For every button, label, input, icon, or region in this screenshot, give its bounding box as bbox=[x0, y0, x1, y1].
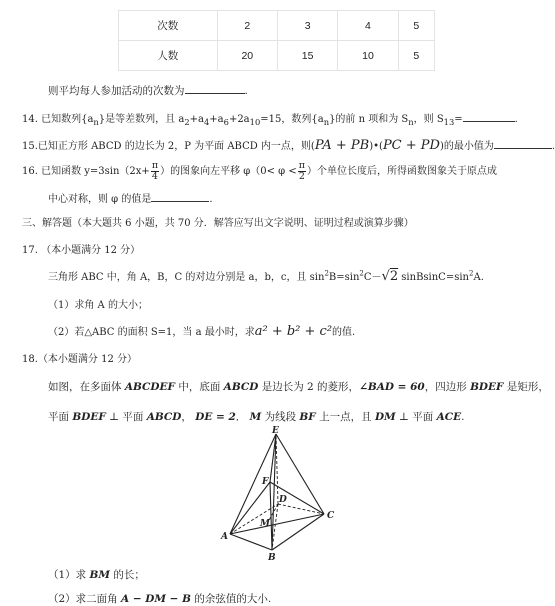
q18-math: BF bbox=[299, 411, 316, 423]
question-16-line-2 bbox=[48, 190, 213, 205]
question-number: 14. bbox=[22, 114, 38, 125]
question-number: 16. bbox=[22, 166, 38, 177]
q18-math: A − DM − B bbox=[121, 593, 191, 605]
q18-math: ABCD bbox=[146, 411, 182, 423]
edge-BF bbox=[270, 482, 272, 550]
fraction-numerator: π bbox=[298, 160, 305, 171]
q14-text: ，则 S bbox=[413, 114, 444, 125]
q18-math: BDEF bbox=[470, 381, 504, 393]
q18-math: BDEF bbox=[72, 411, 106, 423]
q14-sub: n bbox=[93, 117, 99, 127]
q17-text: B=sin bbox=[328, 272, 360, 283]
question-18-header bbox=[22, 350, 137, 365]
q16-text: ）的图象向左平移 φ（0< φ < bbox=[160, 166, 297, 177]
answer-blank bbox=[185, 83, 245, 94]
q14-text: 已知数列{a bbox=[41, 114, 94, 125]
question-15 bbox=[22, 137, 555, 153]
q14-text: +a bbox=[189, 114, 204, 125]
question-17-stem bbox=[48, 268, 484, 284]
q18-text: 的余弦值的大小. bbox=[194, 593, 272, 605]
q18-text: 如图，在多面体 bbox=[48, 381, 122, 393]
q15-text: )的最小值为 bbox=[439, 141, 494, 152]
answer-blank bbox=[463, 111, 515, 122]
q18-math: ∠BAD = 60 bbox=[359, 381, 425, 393]
edge-DC bbox=[278, 504, 324, 514]
q18-text: （2）求二面角 bbox=[48, 593, 118, 605]
q14-sub: 4 bbox=[203, 117, 210, 127]
sqrt-radicand: 2 bbox=[389, 269, 399, 284]
q18-math: ACE bbox=[436, 411, 462, 423]
question-14 bbox=[22, 110, 518, 127]
table-row bbox=[119, 41, 435, 71]
q17-text: 三角形 ABC 中，角 A，B，C 的对边分别是 a，b，c，且 sin bbox=[48, 272, 325, 283]
q14-text: }的前 n 项和为 S bbox=[329, 114, 409, 125]
q14-sub: 6 bbox=[223, 117, 229, 127]
fraction-denominator: 2 bbox=[298, 171, 305, 182]
q14-sub: 2 bbox=[184, 117, 190, 127]
question-18-part-1 bbox=[48, 567, 145, 582]
q16-end: . bbox=[209, 194, 213, 205]
q14-end: . bbox=[514, 114, 518, 125]
q15-end: . bbox=[551, 141, 555, 152]
q16-text: ）个单位长度后，所得函数图象关于原点成 bbox=[307, 166, 497, 177]
q18-text: ． bbox=[235, 411, 247, 423]
edge-AB bbox=[230, 534, 272, 550]
q15-vector-sum: PC + PD bbox=[382, 138, 440, 153]
question-16 bbox=[22, 161, 497, 182]
q18-text: 中，底面 bbox=[178, 381, 221, 393]
table-cell: 15 bbox=[277, 41, 337, 71]
q18-text: 是矩形， bbox=[506, 381, 549, 393]
q17-sup: 2 bbox=[469, 269, 474, 278]
q15-vector-sum: PA + PB bbox=[314, 138, 370, 153]
table-cell: 5 bbox=[398, 41, 434, 71]
q18-text: （1）求 bbox=[48, 569, 87, 581]
q16-text: 已知函数 y=3sin（2x+ bbox=[41, 166, 150, 177]
vertex-label-A: A bbox=[221, 532, 228, 542]
sqrt-symbol: √ bbox=[381, 269, 390, 284]
q14-sub: n bbox=[323, 117, 330, 127]
q18-text: ，四边形 bbox=[424, 381, 467, 393]
q14-text: =15，数列{a bbox=[260, 114, 324, 125]
question-17-part-1: （1）求角 A 的大小； bbox=[48, 300, 148, 311]
q18-math: DM bbox=[374, 411, 396, 423]
section-heading: 三、解答题（本大题共 6 小题，共 70 分．解答应写出文字说明、证明过程或演算步骤） bbox=[22, 218, 414, 229]
q17-text: sinBsinC=sin bbox=[401, 272, 469, 283]
table-cell: 次数 bbox=[119, 11, 218, 41]
table-cell: 5 bbox=[398, 11, 434, 41]
fraction-denominator: 4 bbox=[151, 171, 158, 182]
q13-text: 则平均每人参加活动的次数为 bbox=[48, 85, 185, 97]
q14-text: }是等差数列，且 a bbox=[98, 114, 185, 125]
q18-math: BM bbox=[89, 569, 111, 581]
q15-text: 已知正方形 ABCD 的边长为 2，P 为平面 ABCD 内一点，则( bbox=[37, 141, 315, 152]
q18-math: ⊥ 平面 bbox=[399, 411, 434, 423]
question-18-stem-2 bbox=[48, 409, 464, 424]
q18-math: M bbox=[249, 411, 262, 423]
q14-text: +a bbox=[209, 114, 224, 125]
q17-sup: 2 bbox=[359, 269, 364, 278]
q14-sub: 13 bbox=[443, 117, 455, 127]
q16-text: 中心对称，则 φ 的值是 bbox=[48, 194, 152, 205]
vertex-label-M: M bbox=[260, 519, 270, 529]
q17-text: 的值. bbox=[332, 327, 356, 338]
q15-text: )•( bbox=[369, 141, 383, 152]
q14-sub: 10 bbox=[249, 117, 261, 127]
q18-text: 的长； bbox=[113, 569, 145, 581]
q18-text: . bbox=[461, 411, 465, 423]
q18-text: ， bbox=[181, 411, 192, 423]
vertex-label-D: D bbox=[279, 495, 287, 505]
q18-text: 平面 bbox=[48, 411, 69, 423]
q18-math: ⊥ 平面 bbox=[109, 411, 144, 423]
q17-text: A. bbox=[473, 272, 484, 283]
table-cell: 10 bbox=[338, 41, 398, 71]
q18-text: 是边长为 2 的菱形， bbox=[261, 381, 360, 393]
edge-DE bbox=[276, 434, 278, 504]
fraction-numerator: π bbox=[151, 160, 159, 171]
vertex-label-B: B bbox=[268, 553, 276, 563]
q17-expression: a² + b² + c² bbox=[254, 324, 333, 339]
q18-text: 为线段 bbox=[264, 411, 297, 423]
q14-sub: n bbox=[408, 117, 414, 127]
frequency-table bbox=[118, 10, 435, 71]
question-score: （本小题满分 12 分） bbox=[37, 354, 137, 365]
question-number: 17. bbox=[22, 245, 38, 256]
q14-text: = bbox=[454, 114, 463, 125]
table-cell: 3 bbox=[277, 11, 337, 41]
table-cell: 4 bbox=[338, 11, 398, 41]
table-cell: 2 bbox=[217, 11, 277, 41]
question-18-stem-1 bbox=[48, 379, 549, 394]
polyhedron-figure bbox=[212, 426, 342, 561]
question-17-header bbox=[22, 241, 140, 256]
q13-end: . bbox=[244, 85, 248, 97]
q18-math: ABCDEF bbox=[124, 381, 175, 393]
vertex-label-C: C bbox=[327, 511, 335, 521]
question-number: 18. bbox=[22, 354, 38, 365]
question-18-part-2 bbox=[48, 591, 271, 606]
q17-text: （2）若△ABC 的面积 S=1，当 a 最小时，求 bbox=[48, 327, 255, 338]
vertex-label-F: F bbox=[262, 477, 269, 487]
question-number: 15. bbox=[22, 141, 38, 152]
question-17-part-2 bbox=[48, 323, 355, 339]
q13-tail bbox=[48, 83, 248, 98]
fraction bbox=[151, 161, 159, 182]
answer-blank bbox=[494, 138, 552, 149]
q14-text: +2a bbox=[228, 114, 250, 125]
table-cell: 人数 bbox=[119, 41, 218, 71]
vertex-label-E: E bbox=[272, 426, 279, 436]
q18-math: DE = 2 bbox=[195, 411, 236, 423]
fraction bbox=[298, 161, 306, 182]
question-score: （本小题满分 12 分） bbox=[41, 245, 141, 256]
q18-text: 上一点，且 bbox=[319, 411, 372, 423]
answer-blank bbox=[151, 191, 209, 202]
table-cell: 20 bbox=[217, 41, 277, 71]
q18-math: ABCD bbox=[223, 381, 259, 393]
table-row bbox=[119, 11, 435, 41]
q17-sup: 2 bbox=[324, 269, 329, 278]
q17-text: C－ bbox=[363, 272, 382, 283]
